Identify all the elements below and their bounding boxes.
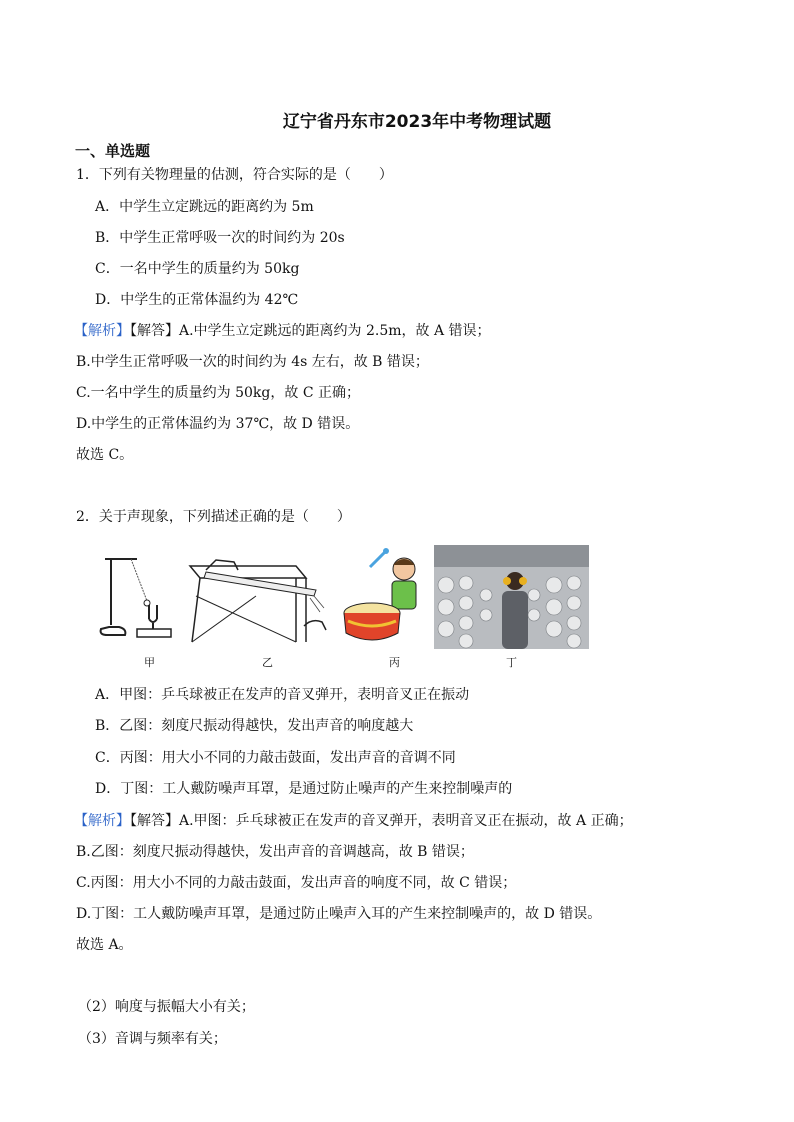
q1-analysis-line (74, 322, 491, 340)
tuning-fork-figure (97, 545, 179, 645)
q2-analysis-d: D.丁图：工人戴防噪声耳罩，是通过防止噪声入耳的产生来控制噪声的，故 D 错误。 (76, 906, 602, 922)
q2-analysis-text: 【解答】A.甲图：乒乓球被正在发声的音叉弹开，表明音叉正在振动，故 A 正确； (130, 813, 633, 829)
q1-analysis-b: B.中学生正常呼吸一次的时间约为 4s 左右，故 B 错误； (76, 354, 429, 370)
q1-analysis-c: C.一名中学生的质量约为 50kg，故 C 正确； (76, 385, 360, 401)
note-loudness: （2）响度与振幅大小有关； (78, 999, 255, 1015)
q1-answer: 故选 C。 (76, 447, 134, 463)
q2-analysis-tag: 【解析】 (74, 813, 130, 829)
caption-yi: 乙 (262, 656, 273, 669)
q1-analysis-d: D.中学生的正常体温约为 37℃，故 D 错误。 (76, 416, 360, 432)
q2-analysis-c: C.丙图：用大小不同的力敲击鼓面，发出声音的响度不同，故 C 错误； (76, 875, 517, 891)
ruler-vibration-figure (186, 556, 331, 646)
section-heading: 一、单选题 (75, 142, 151, 160)
q2-analysis-line (74, 812, 633, 830)
drum-figure (342, 547, 426, 647)
caption-jia: 甲 (144, 656, 155, 669)
q1-analysis-tag: 【解析】 (74, 323, 130, 339)
q2-analysis-b: B.乙图：刻度尺振动得越快，发出声音的音调越高，故 B 错误； (76, 844, 474, 860)
factory-worker-photo (434, 545, 589, 649)
q1-analysis-text: 【解答】A.中学生立定跳远的距离约为 2.5m，故 A 错误； (130, 323, 491, 339)
q2-option-c: C．丙图：用大小不同的力敲击鼓面，发出声音的音调不同 (95, 750, 456, 766)
q1-option-a: A．中学生立定跳远的距离约为 5m (95, 199, 314, 215)
q1-option-b: B．中学生正常呼吸一次的时间约为 20s (95, 230, 345, 246)
q1-option-c: C．一名中学生的质量约为 50kg (95, 261, 300, 277)
q1-option-d: D．中学生的正常体温约为 42℃ (95, 292, 299, 308)
caption-bing: 丙 (389, 656, 400, 669)
q2-option-a: A．甲图：乒乓球被正在发声的音叉弹开，表明音叉正在振动 (95, 687, 470, 703)
caption-ding: 丁 (506, 656, 517, 669)
q2-stem: 2．关于声现象，下列描述正确的是（ ） (76, 509, 351, 525)
note-pitch: （3）音调与频率有关； (78, 1031, 227, 1047)
q2-option-b: B．乙图：刻度尺振动得越快，发出声音的响度越大 (95, 718, 414, 734)
document-title: 辽宁省丹东市2023年中考物理试题 (282, 112, 552, 132)
q1-stem: 1．下列有关物理量的估测，符合实际的是（ ） (76, 167, 393, 183)
q2-answer: 故选 A。 (76, 937, 133, 953)
q2-option-d: D．丁图：工人戴防噪声耳罩，是通过防止噪声的产生来控制噪声的 (95, 781, 513, 797)
